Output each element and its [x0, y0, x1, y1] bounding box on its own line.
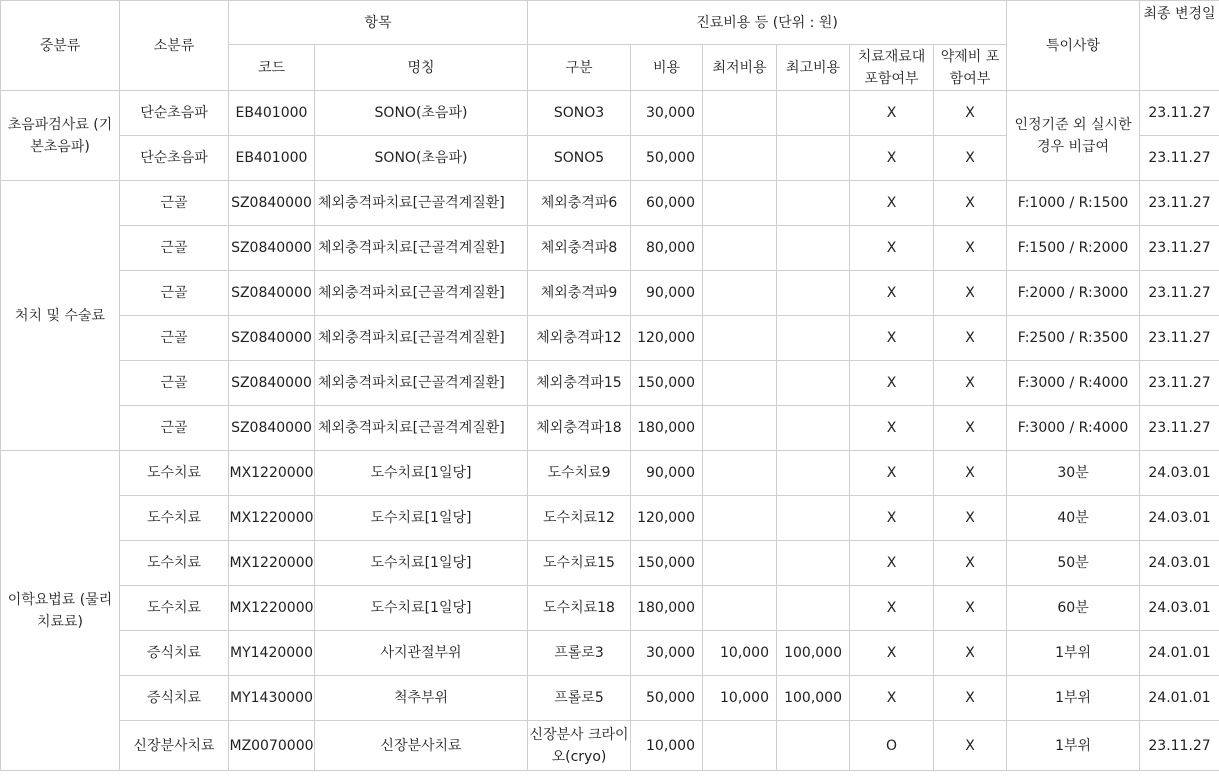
remarks-cell: F:2500 / R:3500	[1007, 316, 1140, 361]
min-cost-cell	[703, 226, 777, 271]
sub-category-cell: 근골	[120, 226, 229, 271]
division-cell: 프롤로5	[528, 676, 631, 721]
name-cell: 체외충격파치료[근골격계질환]	[315, 316, 528, 361]
cost-cell: 120,000	[631, 316, 703, 361]
cost-cell: 30,000	[631, 631, 703, 676]
sub-category-cell: 근골	[120, 361, 229, 406]
material-included-cell: X	[850, 406, 934, 451]
material-included-cell: X	[850, 271, 934, 316]
drug-included-cell: X	[934, 541, 1007, 586]
cost-cell: 80,000	[631, 226, 703, 271]
material-included-cell: X	[850, 541, 934, 586]
division-cell: 신장분사 크라이오(cryo)	[528, 721, 631, 771]
cost-cell: 60,000	[631, 181, 703, 226]
header-sub-category: 소분류	[120, 1, 229, 91]
last-changed-cell: 23.11.27	[1140, 136, 1219, 181]
last-changed-cell: 24.03.01	[1140, 451, 1219, 496]
header-remarks: 특이사항	[1007, 1, 1140, 91]
division-cell: 도수치료15	[528, 541, 631, 586]
header-min-cost: 최저비용	[703, 45, 777, 91]
division-cell: 도수치료9	[528, 451, 631, 496]
code-cell: MX1220000	[229, 451, 315, 496]
cost-cell: 30,000	[631, 91, 703, 136]
header-max-cost: 최고비용	[777, 45, 850, 91]
max-cost-cell	[777, 586, 850, 631]
remarks-cell: 50분	[1007, 541, 1140, 586]
last-changed-cell: 24.03.01	[1140, 586, 1219, 631]
sub-category-cell: 단순초음파	[120, 91, 229, 136]
code-cell: SZ0840000	[229, 361, 315, 406]
max-cost-cell: 100,000	[777, 676, 850, 721]
table-row	[1, 406, 1219, 451]
sub-category-cell: 신장분사치료	[120, 721, 229, 771]
table-row	[1, 541, 1219, 586]
mid-category-cell: 초음파검사료 (기본초음파)	[1, 91, 120, 181]
division-cell: 체외충격파18	[528, 406, 631, 451]
remarks-cell: F:1000 / R:1500	[1007, 181, 1140, 226]
name-cell: SONO(초음파)	[315, 136, 528, 181]
division-cell: 체외충격파15	[528, 361, 631, 406]
header-drug-included: 약제비 포함여부	[934, 45, 1007, 91]
material-included-cell: X	[850, 451, 934, 496]
drug-included-cell: X	[934, 631, 1007, 676]
table-row	[1, 91, 1219, 136]
division-cell: 프롤로3	[528, 631, 631, 676]
remarks-cell: 인정기준 외 실시한 경우 비급여	[1007, 91, 1140, 181]
header-cost-group: 진료비용 등 (단위 : 원)	[528, 1, 1007, 45]
drug-included-cell: X	[934, 271, 1007, 316]
last-changed-cell: 24.03.01	[1140, 496, 1219, 541]
table-row	[1, 676, 1219, 721]
name-cell: 체외충격파치료[근골격계질환]	[315, 361, 528, 406]
last-changed-cell: 23.11.27	[1140, 721, 1219, 771]
material-included-cell: X	[850, 181, 934, 226]
table-row	[1, 181, 1219, 226]
max-cost-cell	[777, 226, 850, 271]
material-included-cell: O	[850, 721, 934, 771]
max-cost-cell	[777, 181, 850, 226]
code-cell: MY1420000	[229, 631, 315, 676]
name-cell: 체외충격파치료[근골격계질환]	[315, 181, 528, 226]
last-changed-cell: 23.11.27	[1140, 316, 1219, 361]
drug-included-cell: X	[934, 406, 1007, 451]
remarks-cell: 1부위	[1007, 676, 1140, 721]
remarks-cell: 30분	[1007, 451, 1140, 496]
division-cell: SONO3	[528, 91, 631, 136]
min-cost-cell	[703, 91, 777, 136]
division-cell: 체외충격파9	[528, 271, 631, 316]
name-cell: 도수치료[1일당]	[315, 586, 528, 631]
drug-included-cell: X	[934, 721, 1007, 771]
code-cell: SZ0840000	[229, 406, 315, 451]
last-changed-cell: 23.11.27	[1140, 181, 1219, 226]
material-included-cell: X	[850, 496, 934, 541]
min-cost-cell: 10,000	[703, 631, 777, 676]
code-cell: MY1430000	[229, 676, 315, 721]
min-cost-cell	[703, 361, 777, 406]
table-row	[1, 451, 1219, 496]
material-included-cell: X	[850, 361, 934, 406]
cost-cell: 90,000	[631, 451, 703, 496]
sub-category-cell: 근골	[120, 406, 229, 451]
max-cost-cell	[777, 496, 850, 541]
min-cost-cell	[703, 406, 777, 451]
table-row	[1, 631, 1219, 676]
max-cost-cell	[777, 406, 850, 451]
code-cell: SZ0840000	[229, 316, 315, 361]
min-cost-cell	[703, 496, 777, 541]
cost-cell: 50,000	[631, 136, 703, 181]
code-cell: MX1220000	[229, 541, 315, 586]
mid-category-cell: 처치 및 수술료	[1, 181, 120, 451]
name-cell: 도수치료[1일당]	[315, 541, 528, 586]
table-row	[1, 226, 1219, 271]
cost-cell: 150,000	[631, 361, 703, 406]
sub-category-cell: 도수치료	[120, 541, 229, 586]
drug-included-cell: X	[934, 496, 1007, 541]
last-changed-cell: 24.01.01	[1140, 676, 1219, 721]
min-cost-cell	[703, 586, 777, 631]
cost-cell: 150,000	[631, 541, 703, 586]
name-cell: 체외충격파치료[근골격계질환]	[315, 226, 528, 271]
drug-included-cell: X	[934, 316, 1007, 361]
sub-category-cell: 증식치료	[120, 676, 229, 721]
header-row-1	[1, 1, 1219, 45]
min-cost-cell	[703, 541, 777, 586]
code-cell: MX1220000	[229, 586, 315, 631]
name-cell: SONO(초음파)	[315, 91, 528, 136]
drug-included-cell: X	[934, 226, 1007, 271]
material-included-cell: X	[850, 316, 934, 361]
division-cell: 체외충격파12	[528, 316, 631, 361]
last-changed-cell: 23.11.27	[1140, 406, 1219, 451]
max-cost-cell	[777, 136, 850, 181]
max-cost-cell	[777, 721, 850, 771]
drug-included-cell: X	[934, 181, 1007, 226]
remarks-cell: 1부위	[1007, 721, 1140, 771]
division-cell: 도수치료12	[528, 496, 631, 541]
name-cell: 신장분사치료	[315, 721, 528, 771]
sub-category-cell: 근골	[120, 181, 229, 226]
remarks-cell: F:3000 / R:4000	[1007, 361, 1140, 406]
remarks-cell: 60분	[1007, 586, 1140, 631]
header-code: 코드	[229, 45, 315, 91]
division-cell: 체외충격파6	[528, 181, 631, 226]
max-cost-cell	[777, 271, 850, 316]
name-cell: 척추부위	[315, 676, 528, 721]
name-cell: 체외충격파치료[근골격계질환]	[315, 406, 528, 451]
table-row	[1, 721, 1219, 771]
code-cell: EB401000	[229, 136, 315, 181]
code-cell: MZ0070000	[229, 721, 315, 771]
table-row	[1, 496, 1219, 541]
max-cost-cell	[777, 451, 850, 496]
header-material-included: 치료재료대 포함여부	[850, 45, 934, 91]
code-cell: SZ0840000	[229, 181, 315, 226]
min-cost-cell	[703, 721, 777, 771]
cost-cell: 180,000	[631, 586, 703, 631]
material-included-cell: X	[850, 136, 934, 181]
cost-cell: 120,000	[631, 496, 703, 541]
last-changed-cell: 24.03.01	[1140, 541, 1219, 586]
min-cost-cell	[703, 181, 777, 226]
sub-category-cell: 도수치료	[120, 451, 229, 496]
sub-category-cell: 도수치료	[120, 586, 229, 631]
min-cost-cell	[703, 316, 777, 361]
max-cost-cell: 100,000	[777, 631, 850, 676]
remarks-cell: F:1500 / R:2000	[1007, 226, 1140, 271]
min-cost-cell	[703, 451, 777, 496]
max-cost-cell	[777, 541, 850, 586]
drug-included-cell: X	[934, 91, 1007, 136]
mid-category-cell: 이학요법료 (물리치료료)	[1, 451, 120, 771]
min-cost-cell	[703, 136, 777, 181]
division-cell: 체외충격파8	[528, 226, 631, 271]
remarks-cell: 1부위	[1007, 631, 1140, 676]
header-division: 구분	[528, 45, 631, 91]
header-cost: 비용	[631, 45, 703, 91]
name-cell: 사지관절부위	[315, 631, 528, 676]
name-cell: 체외충격파치료[근골격계질환]	[315, 271, 528, 316]
drug-included-cell: X	[934, 451, 1007, 496]
table-row	[1, 316, 1219, 361]
drug-included-cell: X	[934, 361, 1007, 406]
max-cost-cell	[777, 361, 850, 406]
sub-category-cell: 도수치료	[120, 496, 229, 541]
cost-cell: 10,000	[631, 721, 703, 771]
code-cell: SZ0840000	[229, 226, 315, 271]
last-changed-cell: 23.11.27	[1140, 91, 1219, 136]
sub-category-cell: 근골	[120, 271, 229, 316]
remarks-cell: F:2000 / R:3000	[1007, 271, 1140, 316]
table-row	[1, 586, 1219, 631]
material-included-cell: X	[850, 676, 934, 721]
header-name: 명칭	[315, 45, 528, 91]
last-changed-cell: 24.01.01	[1140, 631, 1219, 676]
header-last-changed: 최종 변경일	[1140, 1, 1219, 91]
material-included-cell: X	[850, 631, 934, 676]
header-mid-category: 중분류	[1, 1, 120, 91]
code-cell: SZ0840000	[229, 271, 315, 316]
remarks-cell: F:3000 / R:4000	[1007, 406, 1140, 451]
last-changed-cell: 23.11.27	[1140, 361, 1219, 406]
material-included-cell: X	[850, 586, 934, 631]
division-cell: SONO5	[528, 136, 631, 181]
drug-included-cell: X	[934, 676, 1007, 721]
sub-category-cell: 단순초음파	[120, 136, 229, 181]
header-item: 항목	[229, 1, 528, 45]
remarks-cell: 40분	[1007, 496, 1140, 541]
name-cell: 도수치료[1일당]	[315, 451, 528, 496]
cost-cell: 90,000	[631, 271, 703, 316]
material-included-cell: X	[850, 91, 934, 136]
drug-included-cell: X	[934, 586, 1007, 631]
division-cell: 도수치료18	[528, 586, 631, 631]
sub-category-cell: 증식치료	[120, 631, 229, 676]
name-cell: 도수치료[1일당]	[315, 496, 528, 541]
sub-category-cell: 근골	[120, 316, 229, 361]
material-included-cell: X	[850, 226, 934, 271]
max-cost-cell	[777, 316, 850, 361]
table-row	[1, 361, 1219, 406]
cost-cell: 50,000	[631, 676, 703, 721]
cost-cell: 180,000	[631, 406, 703, 451]
drug-included-cell: X	[934, 136, 1007, 181]
min-cost-cell: 10,000	[703, 676, 777, 721]
last-changed-cell: 23.11.27	[1140, 226, 1219, 271]
table-row	[1, 271, 1219, 316]
min-cost-cell	[703, 271, 777, 316]
last-changed-cell: 23.11.27	[1140, 271, 1219, 316]
code-cell: EB401000	[229, 91, 315, 136]
max-cost-cell	[777, 91, 850, 136]
code-cell: MX1220000	[229, 496, 315, 541]
